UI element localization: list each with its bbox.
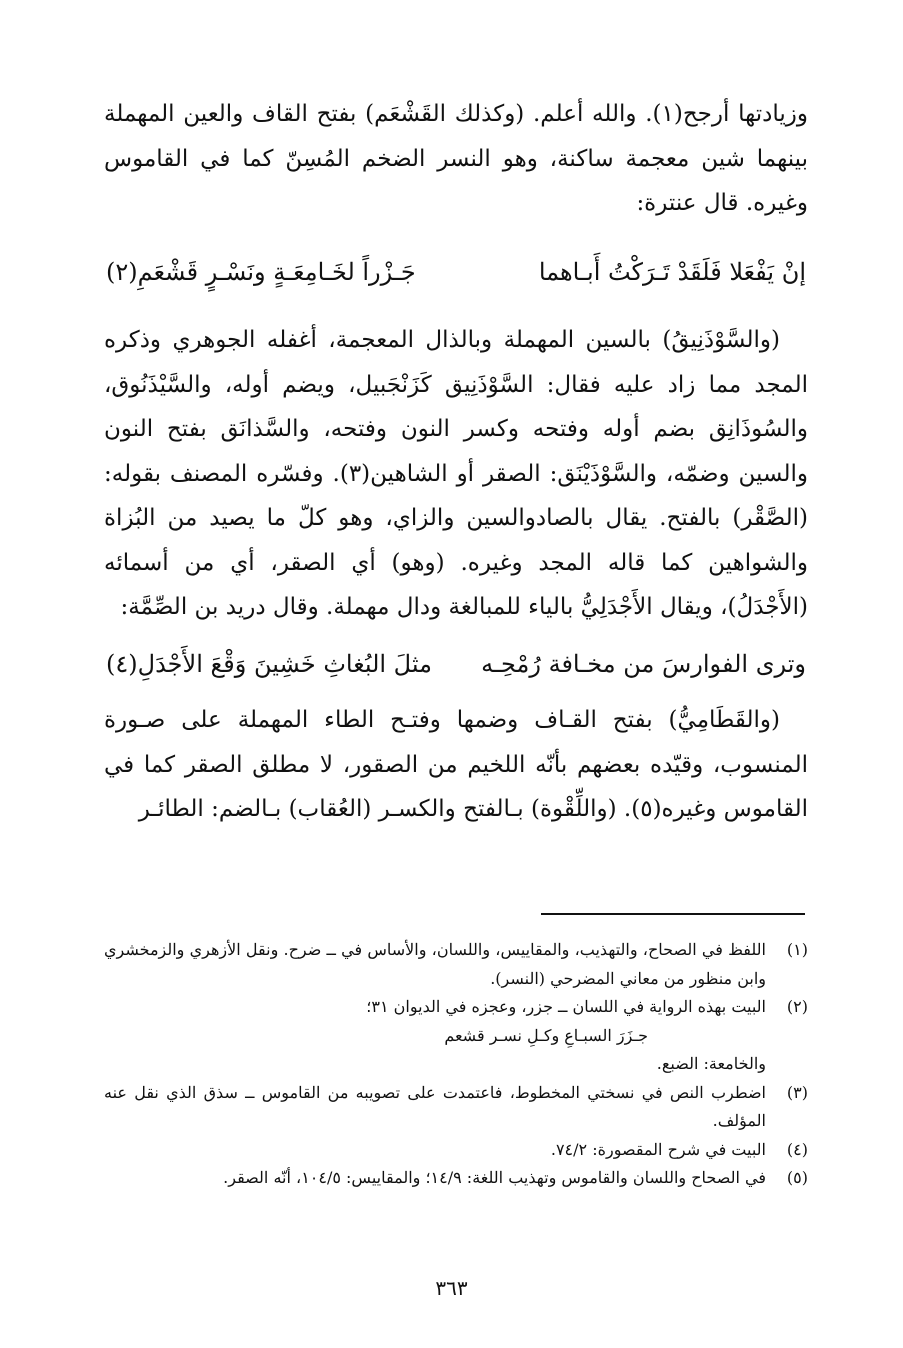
page-number: ٣٦٣ (435, 1276, 468, 1300)
footnote-number: (١) (786, 940, 808, 959)
footnotes (104, 936, 808, 1193)
footnote-text: اضطرب النص في نسختي المخطوط، فاعتمدت على تصويبه من القاموس ــ سذق الذي نقل عنه المؤلف. (104, 1082, 766, 1130)
paragraph-1: وزيادتها أرجح(١). والله أعلم. (وكذلك القَشْعَم) بفتح القاف والعين المهملة بينهما شين معجمة ساكنة، وهو النسر الضخم المُسِنّ كما في القاموس وغيره. قال عنترة: (104, 101, 808, 216)
footnote-number: (٤) (786, 1139, 808, 1159)
footnote-3 (104, 1079, 808, 1136)
footnote-2-verse: جـزَرَ السبـاعِ وكـلِ نسـر قشعم (444, 1025, 648, 1045)
footnote-2-gloss: والخامعة: الضبع. (656, 1054, 766, 1073)
footnote-number: (٢) (786, 997, 808, 1016)
verse-2-second-hemistich: مثلَ البُغاثِ خَشِينَ وَقْعَ الأَجْدَلِ(٤) (106, 649, 432, 678)
paragraph-3: (والقَطَامِيُّ) بفتح القـاف وضمها وفتـح الطاء المهملة على صـورة المنسوب، وقيّده بعضهم بأنّه اللخيم من الصقور، لا مطلق الصقر كما في القاموس وغيره(٥). (واللِّقْوة) بـالفتح والكسـر (العُقاب) بـالضم: الطائـر (104, 707, 808, 822)
main-text (104, 92, 808, 832)
footnote-text: في الصحاح واللسان والقاموس وتهذيب اللغة: ١٤/٩؛ والمقاييس: ١٠٤/٥، أنّه الصقر. (223, 1168, 766, 1187)
verse-antara (104, 250, 808, 295)
verse-1-first-hemistich: إنْ يَفْعَلا فَلَقَدْ تَـرَكْتُ أَبـاهما (538, 257, 806, 286)
footnote-number: (٣) (786, 1082, 808, 1102)
footnote-text: اللفظ في الصحاح، والتهذيب، والمقاييس، واللسان، والأساس في ــ ضرح. ونقل الأزهري والزمخشري وابن منظور من معاني المضرحي (النسر). (104, 940, 766, 988)
footnote-5 (104, 1164, 808, 1193)
verse-durayd (104, 642, 808, 687)
verse-2-first-hemistich: وترى الفوارسَ من مخـافة رُمْحِـه (481, 649, 806, 678)
footnote-text: البيت في شرح المقصورة: ٧٤/٢. (550, 1139, 766, 1159)
verse-1-second-hemistich: جَـزْراً لخَـامِعَـةٍ ونَسْـرٍ قَشْعَمِ(٢) (106, 257, 416, 286)
footnote-number: (٥) (786, 1168, 808, 1187)
paragraph-2: (والسَّوْذَنِيقُ) بالسين المهملة وبالذال المعجمة، أغفله الجوهري وذكره المجد مما زاد عليه فقال: السَّوْذَنِيق كَزَنْجَبيل، ويضم أوله، والسَّيْذَنُوق، والسُوذَانِق بضم أوله وفتحه وكسر النون وفتحه، والسَّذانَق بفتح النون والسين وضمّه، والسَّوْذَيْنَق: الصقر أو الشاهين(٣). وفسّره المصنف بقوله: (الصَّقْر) بالفتح. يقال بالصادوالسين والزاي، وهو كلّ ما يصيد من البُزاة والشواهين كما قاله المجد وغيره. (وهو) أي الصقر، أي من أسمائه (الأَجْدَلُ)، ويقال الأَجْدَلِيُّ بالياء للمبالغة ودال مهملة. وقال دريد بن الصِّمَّة: (104, 327, 808, 620)
footnote-4 (104, 1136, 808, 1165)
footnote-divider (541, 913, 805, 915)
footnote-2 (104, 993, 808, 1022)
footnote-text: البيت بهذه الرواية في اللسان ــ جزر، وعجزه في الديوان ٣١؛ (366, 997, 766, 1016)
footnote-1 (104, 936, 808, 993)
